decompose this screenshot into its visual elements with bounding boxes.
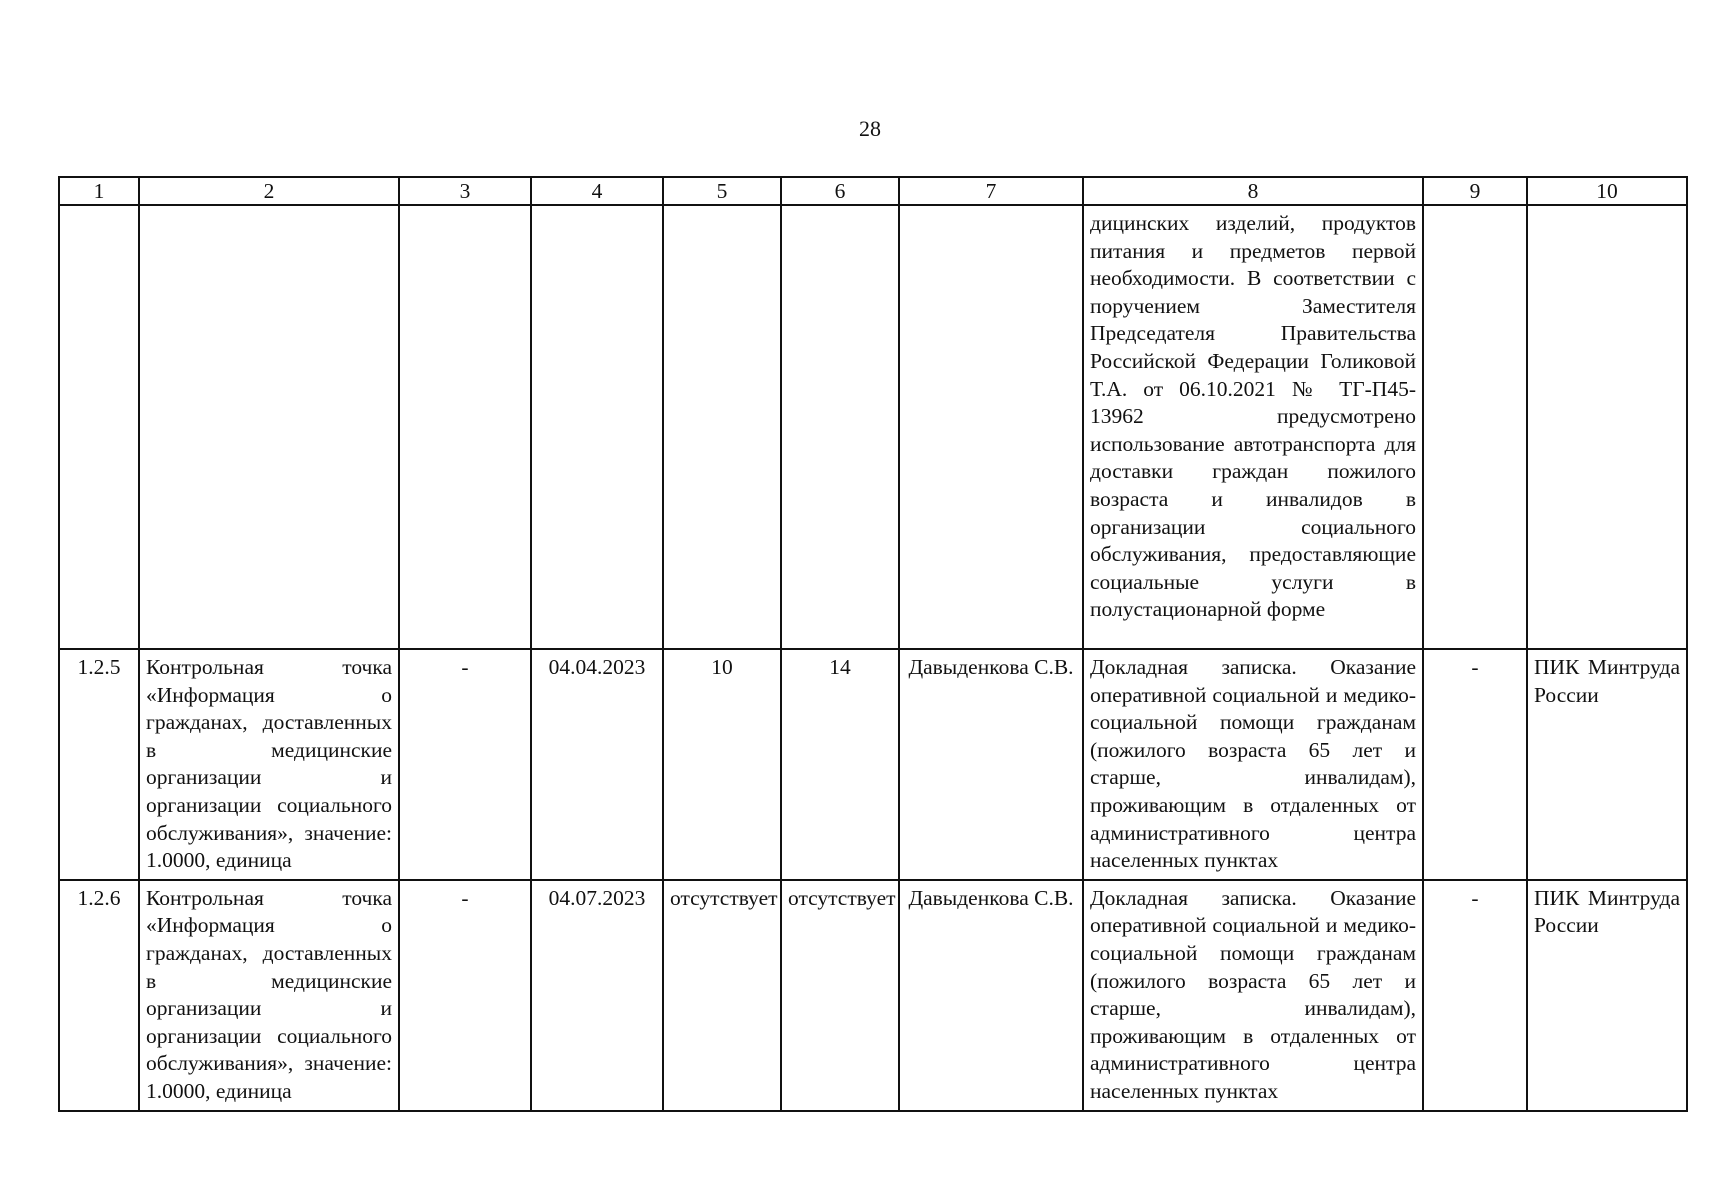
row-col5: 10 (663, 649, 781, 880)
row-system: ПИК Минтруда России (1527, 649, 1687, 880)
table-row (59, 649, 1687, 880)
column-header: 5 (663, 177, 781, 205)
column-header: 9 (1423, 177, 1527, 205)
row-date: 04.07.2023 (531, 880, 663, 1111)
row-col3: - (399, 649, 531, 880)
row-document: Докладная записка. Оказание оперативной социальной и медико-социальной помощи гражданам (пожилого возраста 65 лет и старше, инвалидам), проживающим в отдаленных от административного центра населенных пунктах (1083, 880, 1423, 1111)
column-header: 1 (59, 177, 139, 205)
column-header: 6 (781, 177, 899, 205)
row-col5: отсутствует (663, 880, 781, 1111)
column-header: 4 (531, 177, 663, 205)
row-col6: отсутствует (781, 880, 899, 1111)
column-header: 7 (899, 177, 1083, 205)
row-col6: 14 (781, 649, 899, 880)
row-date: 04.04.2023 (531, 649, 663, 880)
continuation-text: дицинских изделий, продуктов питания и предметов первой необходимости. В соответствии с поручением Заместителя Председателя Правительства Российской Федерации Голиковой Т.А. от 06.10.2021 № ТГ-П45-13962 предусмотрено использование автотранспорта для доставки граждан пожилого возраста и инвалидов в организации социального обслуживания, предоставляющие социальные услуги в полустационарной форме (1083, 205, 1423, 649)
row-col9: - (1423, 880, 1527, 1111)
row-col3: - (399, 880, 531, 1111)
plan-table (58, 176, 1688, 1112)
page-number: 28 (859, 116, 881, 141)
column-header: 8 (1083, 177, 1423, 205)
row-responsible: Давыденкова С.В. (899, 649, 1083, 880)
column-header: 10 (1527, 177, 1687, 205)
row-number: 1.2.6 (59, 880, 139, 1111)
table-row-continuation (59, 205, 1687, 649)
row-col9: - (1423, 649, 1527, 880)
table-row (59, 880, 1687, 1111)
row-number: 1.2.5 (59, 649, 139, 880)
row-document: Докладная записка. Оказание оперативной социальной и медико-социальной помощи гражданам (пожилого возраста 65 лет и старше, инвалидам), проживающим в отдаленных от административного центра населенных пунктах (1083, 649, 1423, 880)
row-responsible: Давыденкова С.В. (899, 880, 1083, 1111)
column-number-row (59, 177, 1687, 205)
column-header: 2 (139, 177, 399, 205)
row-system: ПИК Минтруда России (1527, 880, 1687, 1111)
row-description: Контрольная точка «Информация о гражданах, доставленных в медицинские организации и организации социального обслуживания», значение: 1.0000, единица (139, 649, 399, 880)
column-header: 3 (399, 177, 531, 205)
row-description: Контрольная точка «Информация о гражданах, доставленных в медицинские организации и организации социального обслуживания», значение: 1.0000, единица (139, 880, 399, 1111)
